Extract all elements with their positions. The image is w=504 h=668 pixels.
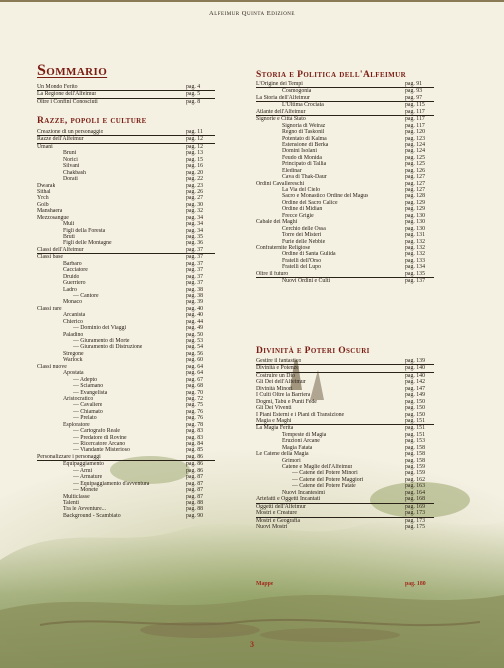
toc-entry-title: Figli delle Montagne bbox=[63, 240, 112, 247]
toc-entry-title: Artefatti e Oggetti Incantati bbox=[256, 496, 321, 503]
toc-entry-title: Umani bbox=[37, 143, 53, 150]
toc-entry-page: pag. 132 bbox=[405, 238, 425, 245]
toc-entry-page: pag. 76 bbox=[186, 408, 204, 415]
toc-entry-page: pag. 137 bbox=[405, 278, 425, 285]
toc-entry-page: pag. 12 bbox=[186, 143, 204, 150]
toc-entry-title: I Piani Esterni e i Piani di Transizione bbox=[256, 411, 345, 418]
toc-entry-title: Muli bbox=[63, 221, 75, 228]
toc-entry-title: Ordine di Midian bbox=[282, 206, 323, 213]
toc-entry-page: pag. 37 bbox=[186, 267, 204, 274]
toc-entry-title: Multiclasse bbox=[63, 493, 90, 500]
toc-entry-page: pag. 37 bbox=[186, 273, 204, 280]
toc-entry-title: Magia e Maghi bbox=[256, 417, 292, 424]
toc-entry-page: pag. 39 bbox=[186, 299, 204, 306]
toc-entry-title: Gli Dei Viventi bbox=[256, 405, 292, 412]
toc-entry-page: pag. 163 bbox=[405, 483, 425, 490]
toc-entry-title: Eruzioni Arcane bbox=[282, 438, 320, 445]
toc-entry-page: pag. 15 bbox=[186, 156, 204, 163]
toc-entry-title: Razze dell'Alfeimur bbox=[37, 136, 84, 143]
toc-entry-title: Gestire il fantastico bbox=[256, 358, 302, 364]
toc-entry-page: pag. 150 bbox=[405, 398, 425, 405]
toc-entry-page: pag. 56 bbox=[186, 350, 204, 357]
toc-entry-page: pag. 173 bbox=[405, 510, 425, 517]
toc-entry-title: Equipaggiamento bbox=[63, 461, 104, 468]
toc-entry-title: Arcanista bbox=[63, 312, 86, 319]
toc-entry[interactable] bbox=[37, 84, 215, 91]
toc-entry-page: pag. 68 bbox=[186, 383, 204, 390]
toc-entry-title: La Via del Cielo bbox=[282, 187, 321, 193]
toc-entry-title: Classi rare bbox=[37, 305, 62, 312]
toc-entry-title: Ordine di Santa Gulida bbox=[282, 251, 336, 258]
toc-entry-page: pag. 34 bbox=[186, 221, 204, 228]
toc-entry-title: Domini Isolani bbox=[282, 148, 317, 155]
toc-entry-page: pag. 127 bbox=[405, 187, 425, 193]
toc-entry-page: pag. 124 bbox=[405, 148, 425, 155]
toc-entry-page: pag. 149 bbox=[405, 392, 425, 399]
toc-entry-page: pag. 128 bbox=[405, 193, 425, 200]
toc-entry[interactable] bbox=[256, 278, 434, 284]
toc-entry-page: pag. 40 bbox=[186, 305, 204, 312]
toc-entry-title: Stregone bbox=[63, 350, 84, 357]
toc-entry-page: pag. 23 bbox=[186, 182, 204, 189]
toc-entry-page: pag. 38 bbox=[186, 292, 204, 299]
toc-entry-page: pag. 75 bbox=[186, 402, 204, 409]
toc-entry-page: pag. 158 bbox=[405, 444, 425, 451]
toc-entry-title: Paladino bbox=[63, 331, 84, 338]
toc-entry-page: pag. 117 bbox=[405, 116, 425, 123]
toc-entry-title: Background - Scambiato bbox=[63, 512, 121, 519]
toc-entry[interactable] bbox=[256, 365, 434, 372]
toc-entry-page: pag. 164 bbox=[405, 489, 425, 496]
toc-entry-page: pag. 87 bbox=[186, 474, 204, 481]
toc-entry-page: pag. 36 bbox=[186, 240, 204, 247]
toc-entry[interactable] bbox=[37, 513, 215, 519]
toc-entry-page: pag. 124 bbox=[405, 141, 425, 148]
toc-entry-title: La Regione dell'Alfeimur bbox=[37, 91, 97, 98]
toc-entry-title: Barbaro bbox=[63, 260, 82, 267]
toc-entry-title: Torre dei Misteri bbox=[282, 232, 322, 239]
toc-entry-page: pag. 139 bbox=[405, 358, 425, 364]
toc-entry-title: Dorati bbox=[63, 176, 78, 183]
toc-entry-title: Dogmi, Tabù e Punti Fede bbox=[256, 398, 317, 405]
toc-entry-title: Grimori bbox=[282, 457, 301, 464]
toc-entry-page: pag. 35 bbox=[186, 234, 204, 240]
toc-entry-title: Feudo di Monida bbox=[282, 154, 322, 161]
toc-entry-page: pag. 84 bbox=[186, 441, 204, 447]
toc-entry-page: pag. 20 bbox=[186, 169, 204, 176]
toc-entry-title: Oggetti dell'Alfeimur bbox=[256, 503, 306, 510]
toc-entry-title: Tra le Avventure... bbox=[63, 506, 106, 513]
toc-entry-page: pag. 37 bbox=[186, 254, 204, 261]
toc-entry-page: pag. 93 bbox=[405, 88, 423, 95]
toc-entry[interactable] bbox=[37, 454, 215, 461]
toc-entry-title: — Sciamano bbox=[73, 383, 104, 390]
toc-entry-title: Divinità e Potenze bbox=[256, 365, 299, 372]
toc-entry-title: — Equipaggiamento d'avventura bbox=[73, 480, 150, 487]
toc-entry-title: Mostri e Geografia bbox=[256, 517, 301, 524]
toc-entry-title: L'Ultima Crociata bbox=[282, 102, 324, 109]
toc-entry-page: pag. 97 bbox=[405, 94, 423, 101]
toc-entry-page: pag. 123 bbox=[405, 135, 425, 142]
toc-entry-page: pag. 147 bbox=[405, 385, 425, 392]
page-number: 3 bbox=[250, 640, 254, 649]
toc-entry-title: Ordine del Sacro Calice bbox=[282, 199, 338, 206]
toc-entry-title: Ordini Cavallereschi bbox=[256, 180, 305, 187]
toc-entry-title: Apostata bbox=[63, 370, 84, 377]
section-heading-razze: Razze, popoli e culture bbox=[37, 116, 147, 126]
toc-entry-page: pag. 64 bbox=[186, 363, 204, 370]
toc-entry-title: — Viandante Misterioso bbox=[73, 447, 130, 454]
toc-entry-page: pag. 88 bbox=[186, 506, 204, 513]
toc-entry-page: pag. 159 bbox=[405, 464, 425, 470]
toc-entry-title: La Storia dell'Alfeimur bbox=[256, 94, 310, 101]
toc-entry-page: pag. 130 bbox=[405, 225, 425, 232]
toc-entry-title: Nuovi Incantesimi bbox=[282, 489, 325, 496]
storia-list bbox=[256, 81, 434, 285]
toc-entry-title: Sithal bbox=[37, 188, 51, 195]
toc-entry-title: Tempeste di Magia bbox=[282, 431, 327, 438]
toc-entry-title: Esploratore bbox=[63, 421, 90, 428]
toc-entry-page: pag. 133 bbox=[405, 257, 425, 264]
toc-entry-page: pag. 151 bbox=[405, 431, 425, 438]
intro-list bbox=[37, 84, 215, 105]
toc-entry-title: — Cantore bbox=[73, 292, 99, 299]
toc-entry-title: Nuovi Ordini e Culti bbox=[282, 278, 331, 285]
toc-entry-title: L'Origine dei Tempi bbox=[256, 81, 303, 87]
toc-entry-title: Potentato di Kalma bbox=[282, 135, 327, 142]
toc-entry-title: Sacro e Monastico Ordine del Magus bbox=[282, 193, 369, 200]
toc-entry-title: Creazione di un personaggio bbox=[37, 129, 104, 135]
toc-entry-page: pag. 129 bbox=[405, 199, 425, 206]
toc-entry-page: pag. 76 bbox=[186, 415, 204, 422]
toc-entry-page: pag. 169 bbox=[405, 503, 425, 510]
toc-entry-page: pag. 158 bbox=[405, 457, 425, 464]
toc-entry-title: — Dominio dei Viaggi bbox=[73, 325, 127, 332]
toc-entry[interactable] bbox=[256, 358, 434, 365]
toc-entry-title: Fratelli del Lupo bbox=[282, 264, 321, 271]
toc-entry-page: pag. 38 bbox=[186, 286, 204, 293]
toc-entry-title: Catene e Maglie dell'Alfeimur bbox=[282, 464, 353, 470]
toc-entry-title: Confraternite Religiose bbox=[256, 244, 311, 251]
toc-entry-title: Fratelli dell'Orso bbox=[282, 257, 322, 264]
top-border bbox=[0, 0, 504, 2]
toc-entry-page: pag. 40 bbox=[186, 312, 204, 319]
toc-entry-page: pag. 60 bbox=[186, 357, 204, 364]
toc-entry-title: — Evangelista bbox=[73, 389, 108, 396]
toc-entry-title: — Armi bbox=[73, 467, 93, 474]
toc-entry-title: Cosmogonia bbox=[282, 88, 312, 95]
toc-entry-page: pag. 120 bbox=[405, 129, 425, 136]
toc-entry-title: Talenti bbox=[63, 499, 80, 506]
toc-entry-title: La Magia Ferita bbox=[256, 425, 294, 432]
toc-entry-page: pag. 132 bbox=[405, 251, 425, 258]
toc-entry-title: — Catene del Potere Minori bbox=[292, 470, 358, 477]
toc-entry-page: pag. 87 bbox=[186, 487, 204, 494]
toc-entry-page: pag. 11 bbox=[186, 129, 203, 135]
toc-entry-page: pag. 70 bbox=[186, 389, 204, 396]
toc-entry[interactable] bbox=[256, 510, 434, 517]
toc-entry-title: Dwarak bbox=[37, 182, 56, 189]
toc-entry-title: Magia Fatata bbox=[282, 444, 313, 451]
toc-entry[interactable] bbox=[37, 91, 215, 98]
toc-entry-title: Chakbash bbox=[63, 169, 86, 176]
toc-entry-title: Mezzosangue bbox=[37, 214, 69, 221]
toc-entry-title: Nuovi Mostri bbox=[256, 523, 288, 530]
toc-entry-title: Oltre i Confini Conosciuti bbox=[37, 98, 98, 105]
toc-entry-page: pag. 86 bbox=[186, 467, 204, 474]
toc-entry-page: pag. 175 bbox=[405, 523, 425, 530]
toc-entry-page: pag. 12 bbox=[186, 136, 204, 143]
toc-entry-title: Atlante dell'Alfeimur bbox=[256, 108, 306, 115]
section-heading-storia: Storia e Politica dell'Alfeimur bbox=[256, 70, 407, 80]
toc-entry-title: Manshaera bbox=[37, 208, 63, 215]
toc-entry-page: pag. 130 bbox=[405, 212, 425, 219]
toc-entry-title: Classi nuove bbox=[37, 363, 67, 370]
toc-entry-page: pag. 173 bbox=[405, 517, 425, 524]
toc-entry-page: pag. 34 bbox=[186, 227, 204, 234]
toc-entry-page: pag. 150 bbox=[405, 411, 425, 418]
toc-entry-title: Classi base bbox=[37, 254, 63, 261]
toc-entry-page: pag. 91 bbox=[405, 81, 423, 87]
toc-entry-title: Cerchio delle Ossa bbox=[282, 225, 326, 232]
toc-entry-page: pag. 162 bbox=[405, 476, 425, 483]
toc-entry-title: Costruire un Dio bbox=[256, 372, 295, 379]
toc-entry-title: Gli Dei dell'Alfeimur bbox=[256, 379, 306, 386]
toc-entry-page: pag. 37 bbox=[186, 246, 204, 253]
toc-entry-title: Cacciatore bbox=[63, 267, 88, 274]
toc-entry-page: pag. 153 bbox=[405, 438, 425, 445]
toc-entry[interactable] bbox=[256, 81, 434, 88]
toc-entry-page: pag. 117 bbox=[405, 108, 425, 115]
toc-entry-page: pag. 125 bbox=[405, 154, 425, 161]
toc-entry-title: Divinità Minori bbox=[256, 385, 293, 392]
toc-entry-page: pag. 134 bbox=[405, 264, 425, 271]
toc-entry-page: pag. 64 bbox=[186, 370, 204, 377]
toc-entry[interactable] bbox=[256, 418, 434, 425]
toc-entry-title: Cabale dei Maghi bbox=[256, 219, 298, 226]
toc-entry-title: Un Mondo Ferito bbox=[37, 84, 78, 90]
toc-entry-page: pag. 140 bbox=[405, 365, 425, 372]
toc-entry[interactable] bbox=[37, 129, 215, 136]
toc-entry-title: Bruti bbox=[63, 234, 75, 240]
razze-list bbox=[37, 129, 215, 519]
toc-entry[interactable] bbox=[256, 109, 434, 116]
toc-entry-page: pag. 78 bbox=[186, 421, 204, 428]
toc-entry-title: Druido bbox=[63, 273, 80, 280]
toc-entry-title: — Ricercatore Arcano bbox=[73, 441, 126, 447]
toc-entry-page: pag. 4 bbox=[186, 84, 201, 90]
toc-entry-title: — Cartografo Reale bbox=[73, 428, 121, 435]
toc-entry-page: pag. 129 bbox=[405, 206, 425, 213]
toc-entry-title: Furie delle Nebbie bbox=[282, 238, 326, 245]
toc-title: Sommario bbox=[37, 62, 108, 79]
toc-entry-title: — Catene del Potere Fatate bbox=[292, 483, 356, 490]
toc-entry-mappe[interactable]: Mappe pag. 180 bbox=[256, 581, 426, 587]
toc-entry-page: pag. 88 bbox=[186, 499, 204, 506]
toc-entry-page: pag. 158 bbox=[405, 451, 425, 458]
toc-entry-page: pag. 159 bbox=[405, 470, 425, 477]
toc-entry[interactable] bbox=[37, 247, 215, 254]
toc-entry-page: pag. 127 bbox=[405, 174, 425, 181]
toc-entry-page: pag. 127 bbox=[405, 180, 425, 187]
toc-entry-title: Silvani bbox=[63, 163, 80, 170]
toc-entry-title: Warlock bbox=[63, 357, 83, 364]
toc-entry[interactable] bbox=[256, 95, 434, 102]
toc-entry-title: Eledinar bbox=[282, 167, 302, 174]
toc-entry-title: — Giuramento di Distruzione bbox=[73, 344, 143, 351]
toc-entry-title: Estensione di Berka bbox=[282, 141, 329, 148]
toc-entry-title: Signorie e Città Stato bbox=[256, 116, 306, 123]
toc-entry-page: pag. 37 bbox=[186, 260, 204, 267]
toc-entry-page: pag. 150 bbox=[405, 405, 425, 412]
toc-entry-page: pag. 83 bbox=[186, 434, 204, 441]
toc-entry-page: pag. 8 bbox=[186, 98, 201, 105]
toc-entry-title: Regno di Taskonil bbox=[282, 129, 325, 136]
toc-entry-title: — Giuramento di Morte bbox=[73, 338, 130, 344]
toc-entry-title: I Culti Oltre la Barriera bbox=[256, 392, 311, 399]
toc-entry-title: — Catene del Potere Maggiori bbox=[292, 476, 364, 483]
toc-entry-page: pag. 90 bbox=[186, 512, 204, 519]
toc-entry-title: — Cavaliere bbox=[73, 402, 103, 409]
toc-entry-page: pag. 50 bbox=[186, 331, 204, 338]
toc-entry-page: pag. 26 bbox=[186, 188, 204, 195]
toc-entry-page: pag. 72 bbox=[186, 395, 204, 402]
toc-entry-page: pag. 86 bbox=[186, 461, 204, 468]
toc-entry-title: Personalizzare i personaggi bbox=[37, 453, 101, 460]
toc-entry-page: pag. 13 bbox=[186, 150, 204, 157]
toc-entry-page: pag. 117 bbox=[405, 122, 425, 129]
final-entry bbox=[256, 581, 434, 587]
toc-entry[interactable] bbox=[37, 136, 215, 143]
toc-entry-page: pag. 30 bbox=[186, 201, 204, 208]
toc-entry-page: pag. 125 bbox=[405, 161, 425, 168]
toc-entry-title: Cava di Thak-Daur bbox=[282, 174, 327, 181]
toc-entry-title: — Chiamato bbox=[73, 408, 103, 415]
toc-entry[interactable] bbox=[256, 496, 434, 503]
toc-entry-page: pag. 44 bbox=[186, 318, 204, 325]
toc-entry-title: — Monete bbox=[73, 487, 98, 494]
toc-entry-page: pag. 83 bbox=[186, 428, 204, 435]
toc-entry-page: pag. 87 bbox=[186, 480, 204, 487]
toc-entry-title: Chierico bbox=[63, 318, 83, 325]
toc-entry-page: pag. 140 bbox=[405, 372, 425, 379]
section-heading-divinita: Divinità e Poteri Oscuri bbox=[256, 346, 370, 356]
toc-entry-title: Monaco bbox=[63, 299, 82, 306]
toc-entry-title: Ladro bbox=[63, 286, 77, 293]
toc-entry-page: pag. 135 bbox=[405, 270, 425, 277]
toc-entry-page: pag. 151 bbox=[405, 425, 425, 432]
page-header: Alfeimur Quinta Edizione bbox=[209, 10, 295, 17]
toc-entry-page: pag. 54 bbox=[186, 344, 204, 351]
toc-entry-title: — Armature bbox=[73, 474, 103, 481]
toc-entry-title: Norici bbox=[63, 156, 78, 163]
toc-entry-page: pag. 67 bbox=[186, 376, 204, 383]
toc-entry-title: Frecce Grigie bbox=[282, 212, 314, 219]
toc-entry-title: Classi dell'Alfeimur bbox=[37, 246, 84, 253]
toc-entry-page: pag. 126 bbox=[405, 167, 425, 174]
toc-entry-title: Mostri e Creature bbox=[256, 510, 297, 517]
toc-entry-page: pag. 130 bbox=[405, 219, 425, 226]
divinita-list bbox=[256, 358, 434, 530]
toc-entry-page: pag. 34 bbox=[186, 214, 204, 221]
toc-entry-page: pag. 132 bbox=[405, 244, 425, 251]
toc-entry-page: pag. 86 bbox=[186, 453, 204, 460]
toc-entry-title: Figli della Foresta bbox=[63, 227, 106, 234]
toc-entry-page: pag. 87 bbox=[186, 493, 204, 500]
toc-entry-title: Yrch bbox=[37, 195, 49, 202]
toc-entry-title: Principato di Tallia bbox=[282, 161, 327, 168]
toc-entry[interactable] bbox=[256, 524, 434, 530]
toc-entry-page: pag. 49 bbox=[186, 325, 204, 332]
toc-entry-page: pag. 16 bbox=[186, 163, 204, 170]
toc-entry-title: Golb bbox=[37, 201, 49, 208]
toc-entry-title: Signoria di Weiraz bbox=[282, 122, 326, 129]
toc-entry-title: Guerriero bbox=[63, 280, 86, 287]
toc-entry-page: pag. 27 bbox=[186, 195, 204, 202]
toc-entry-title: Le Catene della Magia bbox=[256, 451, 309, 458]
toc-entry-page: pag. 151 bbox=[405, 417, 425, 424]
toc-entry-page: pag. 5 bbox=[186, 91, 201, 98]
toc-entry-title: Oltre il futuro bbox=[256, 270, 289, 277]
toc-entry-page: pag. 53 bbox=[186, 338, 204, 344]
toc-entry-page: pag. 115 bbox=[405, 102, 425, 109]
toc-entry-title: Bruni bbox=[63, 150, 77, 157]
toc-entry[interactable] bbox=[37, 99, 215, 105]
toc-entry-title: — Predatore di Rovine bbox=[73, 434, 127, 441]
toc-entry-page: pag. 131 bbox=[405, 232, 425, 239]
toc-entry-page: pag. 85 bbox=[186, 447, 204, 454]
toc-entry-title: Aristocratico bbox=[63, 395, 94, 402]
toc-entry[interactable] bbox=[256, 271, 434, 278]
toc-entry-page: pag. 142 bbox=[405, 379, 425, 386]
toc-entry-page: pag. 168 bbox=[405, 496, 425, 503]
toc-entry-page: pag. 22 bbox=[186, 176, 204, 183]
toc-entry-title: — Adepto bbox=[73, 376, 97, 383]
toc-entry-page: pag. 37 bbox=[186, 280, 204, 287]
toc-entry-title: — Prelato bbox=[73, 415, 97, 422]
toc-entry-page: pag. 32 bbox=[186, 208, 204, 215]
